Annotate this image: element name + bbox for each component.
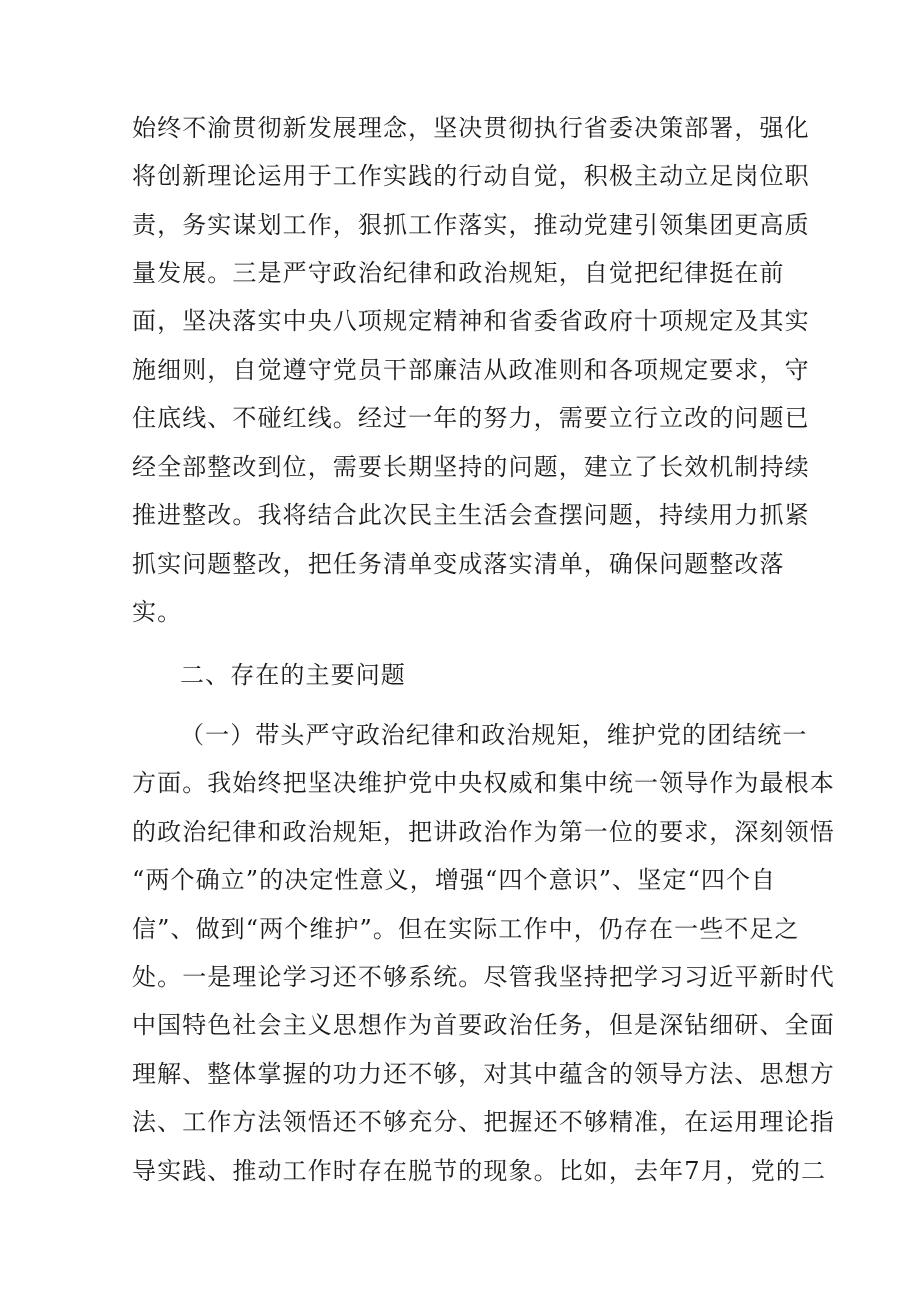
- text-line: 中国特色社会主义思想作为首要政治任务，但是深钻细研、全面: [132, 1011, 835, 1039]
- text-line: 导实践、推动工作时存在脱节的现象。比如，去年7月，党的二: [132, 1157, 827, 1185]
- text-line: 量发展。三是严守政治纪律和政治规矩，自觉把纪律挺在前: [132, 259, 785, 287]
- text-line: 面，坚决落实中央八项规定精神和省委省政府十项规定及其实: [132, 307, 810, 335]
- text-line: 推进整改。我将结合此次民主生活会查摆问题，持续用力抓紧: [132, 501, 810, 529]
- text-line: 抓实问题整改，把任务清单变成落实清单，确保问题整改落: [132, 550, 785, 578]
- text-line: 住底线、不碰红线。经过一年的努力，需要立行立改的问题已: [132, 404, 810, 432]
- text-line: 施细则，自觉遵守党员干部廉洁从政准则和各项规定要求，守: [132, 356, 810, 384]
- text-line: 经全部整改到位，需要长期坚持的问题，建立了长效机制持续: [132, 453, 810, 481]
- text-line: 责，务实谋划工作，狠抓工作落实，推动党建引领集团更高质: [132, 211, 810, 239]
- section-heading: 二、存在的主要问题: [180, 661, 406, 689]
- text-line: 始终不渝贯彻新发展理念，坚决贯彻执行省委决策部署，强化: [132, 114, 810, 142]
- text-line: 处。一是理论学习还不够系统。尽管我坚持把学习习近平新时代: [132, 963, 835, 991]
- subsection-heading: （一）带头严守政治纪律和政治规矩，维护党的团结统一: [180, 721, 808, 749]
- text-line: 信”、做到“两个维护”。但在实际工作中，仍存在一些不足之: [132, 915, 800, 943]
- text-line: 法、工作方法领悟还不够充分、把握还不够精准，在运用理论指: [132, 1108, 835, 1136]
- text-line: 将创新理论运用于工作实践的行动自觉，积极主动立足岗位职: [132, 162, 810, 190]
- text-line: 的政治纪律和政治规矩，把讲政治作为第一位的要求，深刻领悟: [132, 818, 835, 846]
- text-line: 方面。我始终把坚决维护党中央权威和集中统一领导作为最根本: [132, 769, 835, 797]
- text-line: 理解、整体掌握的功力还不够，对其中蕴含的领导方法、思想方: [132, 1060, 835, 1088]
- text-line: “两个确立”的决定性意义，增强“四个意识”、坚定“四个自: [132, 866, 777, 894]
- text-line: 实。: [132, 598, 183, 626]
